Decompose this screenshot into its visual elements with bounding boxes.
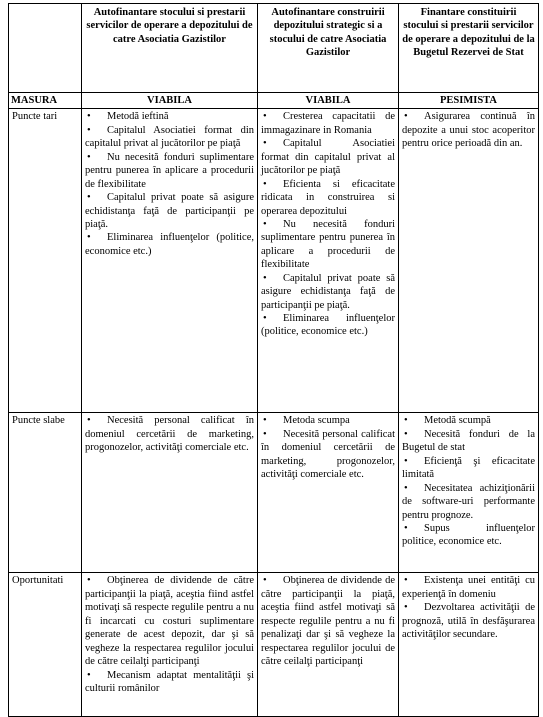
table-cell — [258, 109, 399, 413]
table-cell — [82, 573, 258, 717]
bullet-icon: • — [87, 192, 91, 204]
bullet-list — [402, 574, 535, 641]
bullet-list — [261, 574, 395, 668]
table-cell — [258, 413, 399, 573]
list-item — [261, 414, 395, 427]
list-item-text: Nu necesită fonduri suplimentare pentru punerea în aplicare a procedurii de flexibilitate — [261, 218, 395, 271]
list-item — [402, 110, 535, 150]
bullet-icon: • — [87, 415, 91, 427]
header-row — [9, 4, 539, 93]
table-row — [9, 413, 539, 573]
bullet-icon: • — [87, 669, 91, 681]
list-item-text: Necesită personal calificat în domeniul cercetării de marketing, progonozelor, activităţi comerciale etc. — [85, 415, 254, 454]
subheader-masura: MASURA — [9, 93, 82, 109]
bullet-list — [261, 110, 395, 338]
list-item-text: Eliminarea influenţelor (politice, economice etc.) — [261, 313, 395, 338]
bullet-list — [85, 110, 254, 258]
header-option-2: Autofinantare construirii depozitului strategic si a stocului de catre Asociatia Gazistilor — [258, 4, 399, 93]
bullet-icon: • — [404, 482, 408, 494]
bullet-icon: • — [263, 415, 267, 427]
header-option-1: Autofinantare stocului si prestarii servicilor de operare a depozitului de catre Asociatia Gazistilor — [82, 4, 258, 93]
list-item-text: Necesitatea achiziţionării de software-uri performante pentru prognoze. — [402, 482, 535, 521]
list-item — [261, 178, 395, 218]
table-cell — [399, 413, 539, 573]
list-item-text: Cresterea capacitatii de immagazinare in Romania — [261, 111, 395, 136]
list-item-text: Eficienţă şi eficacitate limitată — [402, 455, 535, 481]
list-item — [402, 522, 535, 549]
list-item-text: Metodă ieftină — [107, 111, 169, 123]
bullet-icon: • — [263, 313, 267, 324]
list-item-text: Necesită fonduri de la Bugetul de stat — [402, 428, 535, 454]
subheader-option-1: VIABILA — [82, 93, 258, 109]
list-item — [85, 151, 254, 191]
bullet-icon: • — [263, 272, 267, 284]
list-item — [261, 574, 395, 668]
list-item — [261, 428, 395, 482]
table-cell — [399, 573, 539, 717]
list-item — [261, 137, 395, 177]
list-item — [261, 110, 395, 137]
list-item — [261, 218, 395, 272]
row-label: Puncte slabe — [9, 413, 82, 573]
bullet-icon: • — [404, 455, 408, 467]
list-item-text: Metoda scumpa — [283, 415, 350, 427]
subheader-row — [9, 93, 539, 109]
list-item — [402, 574, 535, 601]
bullet-icon: • — [87, 151, 91, 163]
bullet-icon: • — [87, 232, 91, 244]
bullet-icon: • — [263, 575, 267, 587]
bullet-list — [85, 414, 254, 454]
list-item — [85, 414, 254, 454]
list-item-text: Mecanism adaptat mentalităţii şi culturii românilor — [85, 669, 254, 694]
list-item-text: Necesită personal calificat în domeniul cercetării de marketing, progonozelor, activităţi comerciale etc. — [261, 428, 395, 481]
list-item — [85, 669, 254, 696]
swot-table — [8, 3, 539, 717]
list-item-text: Dezvoltarea activităţii de prognoză, utilă în desfăşurarea activităţilor secundare. — [402, 602, 535, 641]
list-item-text: Obţinerea de dividende de către participanţii la piaţă, aceştia fiind astfel motivaţi să respecte regulile pentru a nu fi incarcati cu costuri suplimentare generate de acest depozit, dar şi să vegheze la respectarea regulilor jocului de către ceilalţi participanţi — [85, 575, 254, 668]
list-item-text: Asigurarea continuă în depozite a unui stoc acoperitor pentru orice perioadă din an. — [402, 111, 535, 150]
table-cell — [258, 573, 399, 717]
table-row — [9, 109, 539, 413]
list-item-text: Nu necesită fonduri suplimentare pentru punerea în aplicare a procedurii de flexibilitate — [85, 151, 254, 190]
table-cell — [82, 413, 258, 573]
list-item — [402, 601, 535, 641]
list-item — [85, 124, 254, 151]
bullet-list — [402, 110, 535, 150]
list-item — [85, 574, 254, 668]
bullet-icon: • — [263, 178, 267, 190]
bullet-icon: • — [87, 111, 91, 123]
header-empty — [9, 4, 82, 93]
bullet-icon: • — [263, 111, 267, 123]
row-label: Oportunitati — [9, 573, 82, 717]
list-item-text: Capitalul Asociatiei format din capitalul privat al jucătorilor pe piaţă — [261, 138, 395, 177]
bullet-icon: • — [263, 218, 267, 230]
table-cell — [82, 109, 258, 413]
bullet-icon: • — [263, 138, 267, 150]
list-item-text: Capitalul Asociatiei format din capitalul privat al jucătorilor pe piaţă — [85, 124, 254, 150]
list-item — [402, 428, 535, 455]
list-item — [85, 191, 254, 231]
list-item-text: Capitalul privat poate să asigure echidistanţa faţă de participanţii pe piaţă. — [85, 192, 254, 230]
list-item — [261, 312, 395, 339]
list-item — [402, 455, 535, 482]
list-item-text: Supus influenţelor politice, economice etc. — [402, 522, 535, 548]
list-item — [402, 482, 535, 522]
list-item — [85, 231, 254, 258]
list-item — [85, 110, 254, 123]
list-item-text: Metodă scumpă — [424, 415, 491, 427]
bullet-icon: • — [404, 602, 408, 614]
bullet-list — [261, 414, 395, 481]
table-cell — [399, 109, 539, 413]
bullet-list — [85, 574, 254, 695]
bullet-icon: • — [87, 575, 91, 587]
bullet-icon: • — [404, 575, 408, 587]
subheader-option-3: PESIMISTA — [399, 93, 539, 109]
list-item-text: Eficienta si eficacitate ridicata in construirea si operarea depozitului — [261, 178, 395, 217]
list-item-text: Existenţa unei entităţi cu experienţă în domeniu — [402, 575, 535, 600]
bullet-icon: • — [87, 124, 91, 136]
list-item-text: Capitalul privat poate să asigure echidistanţa faţă de participanţii pe piaţă. — [261, 272, 395, 311]
subheader-option-2: VIABILA — [258, 93, 399, 109]
list-item — [402, 414, 535, 427]
bullet-icon: • — [404, 428, 408, 440]
list-item-text: Eliminarea influenţelor (politice, economice etc.) — [85, 232, 254, 257]
table-row — [9, 573, 539, 717]
bullet-icon: • — [404, 111, 408, 123]
list-item — [261, 272, 395, 312]
header-option-3: Finantare constituirii stocului si prestarii servicilor de operare a depozitului de la Bugetul Rezervei de Stat — [399, 4, 539, 93]
bullet-icon: • — [404, 415, 408, 427]
bullet-icon: • — [263, 428, 267, 440]
row-label: Puncte tari — [9, 109, 82, 413]
list-item-text: Obţinerea de dividende de către participanţii la piaţă, aceştia fiind astfel motivaţi să respecte regulile pentru a nu fi penalizaţi dar şi să vegheze la respectarea regulilor jocului de către ceilalţi participanţi — [261, 575, 395, 668]
bullet-icon: • — [404, 522, 408, 534]
bullet-list — [402, 414, 535, 548]
